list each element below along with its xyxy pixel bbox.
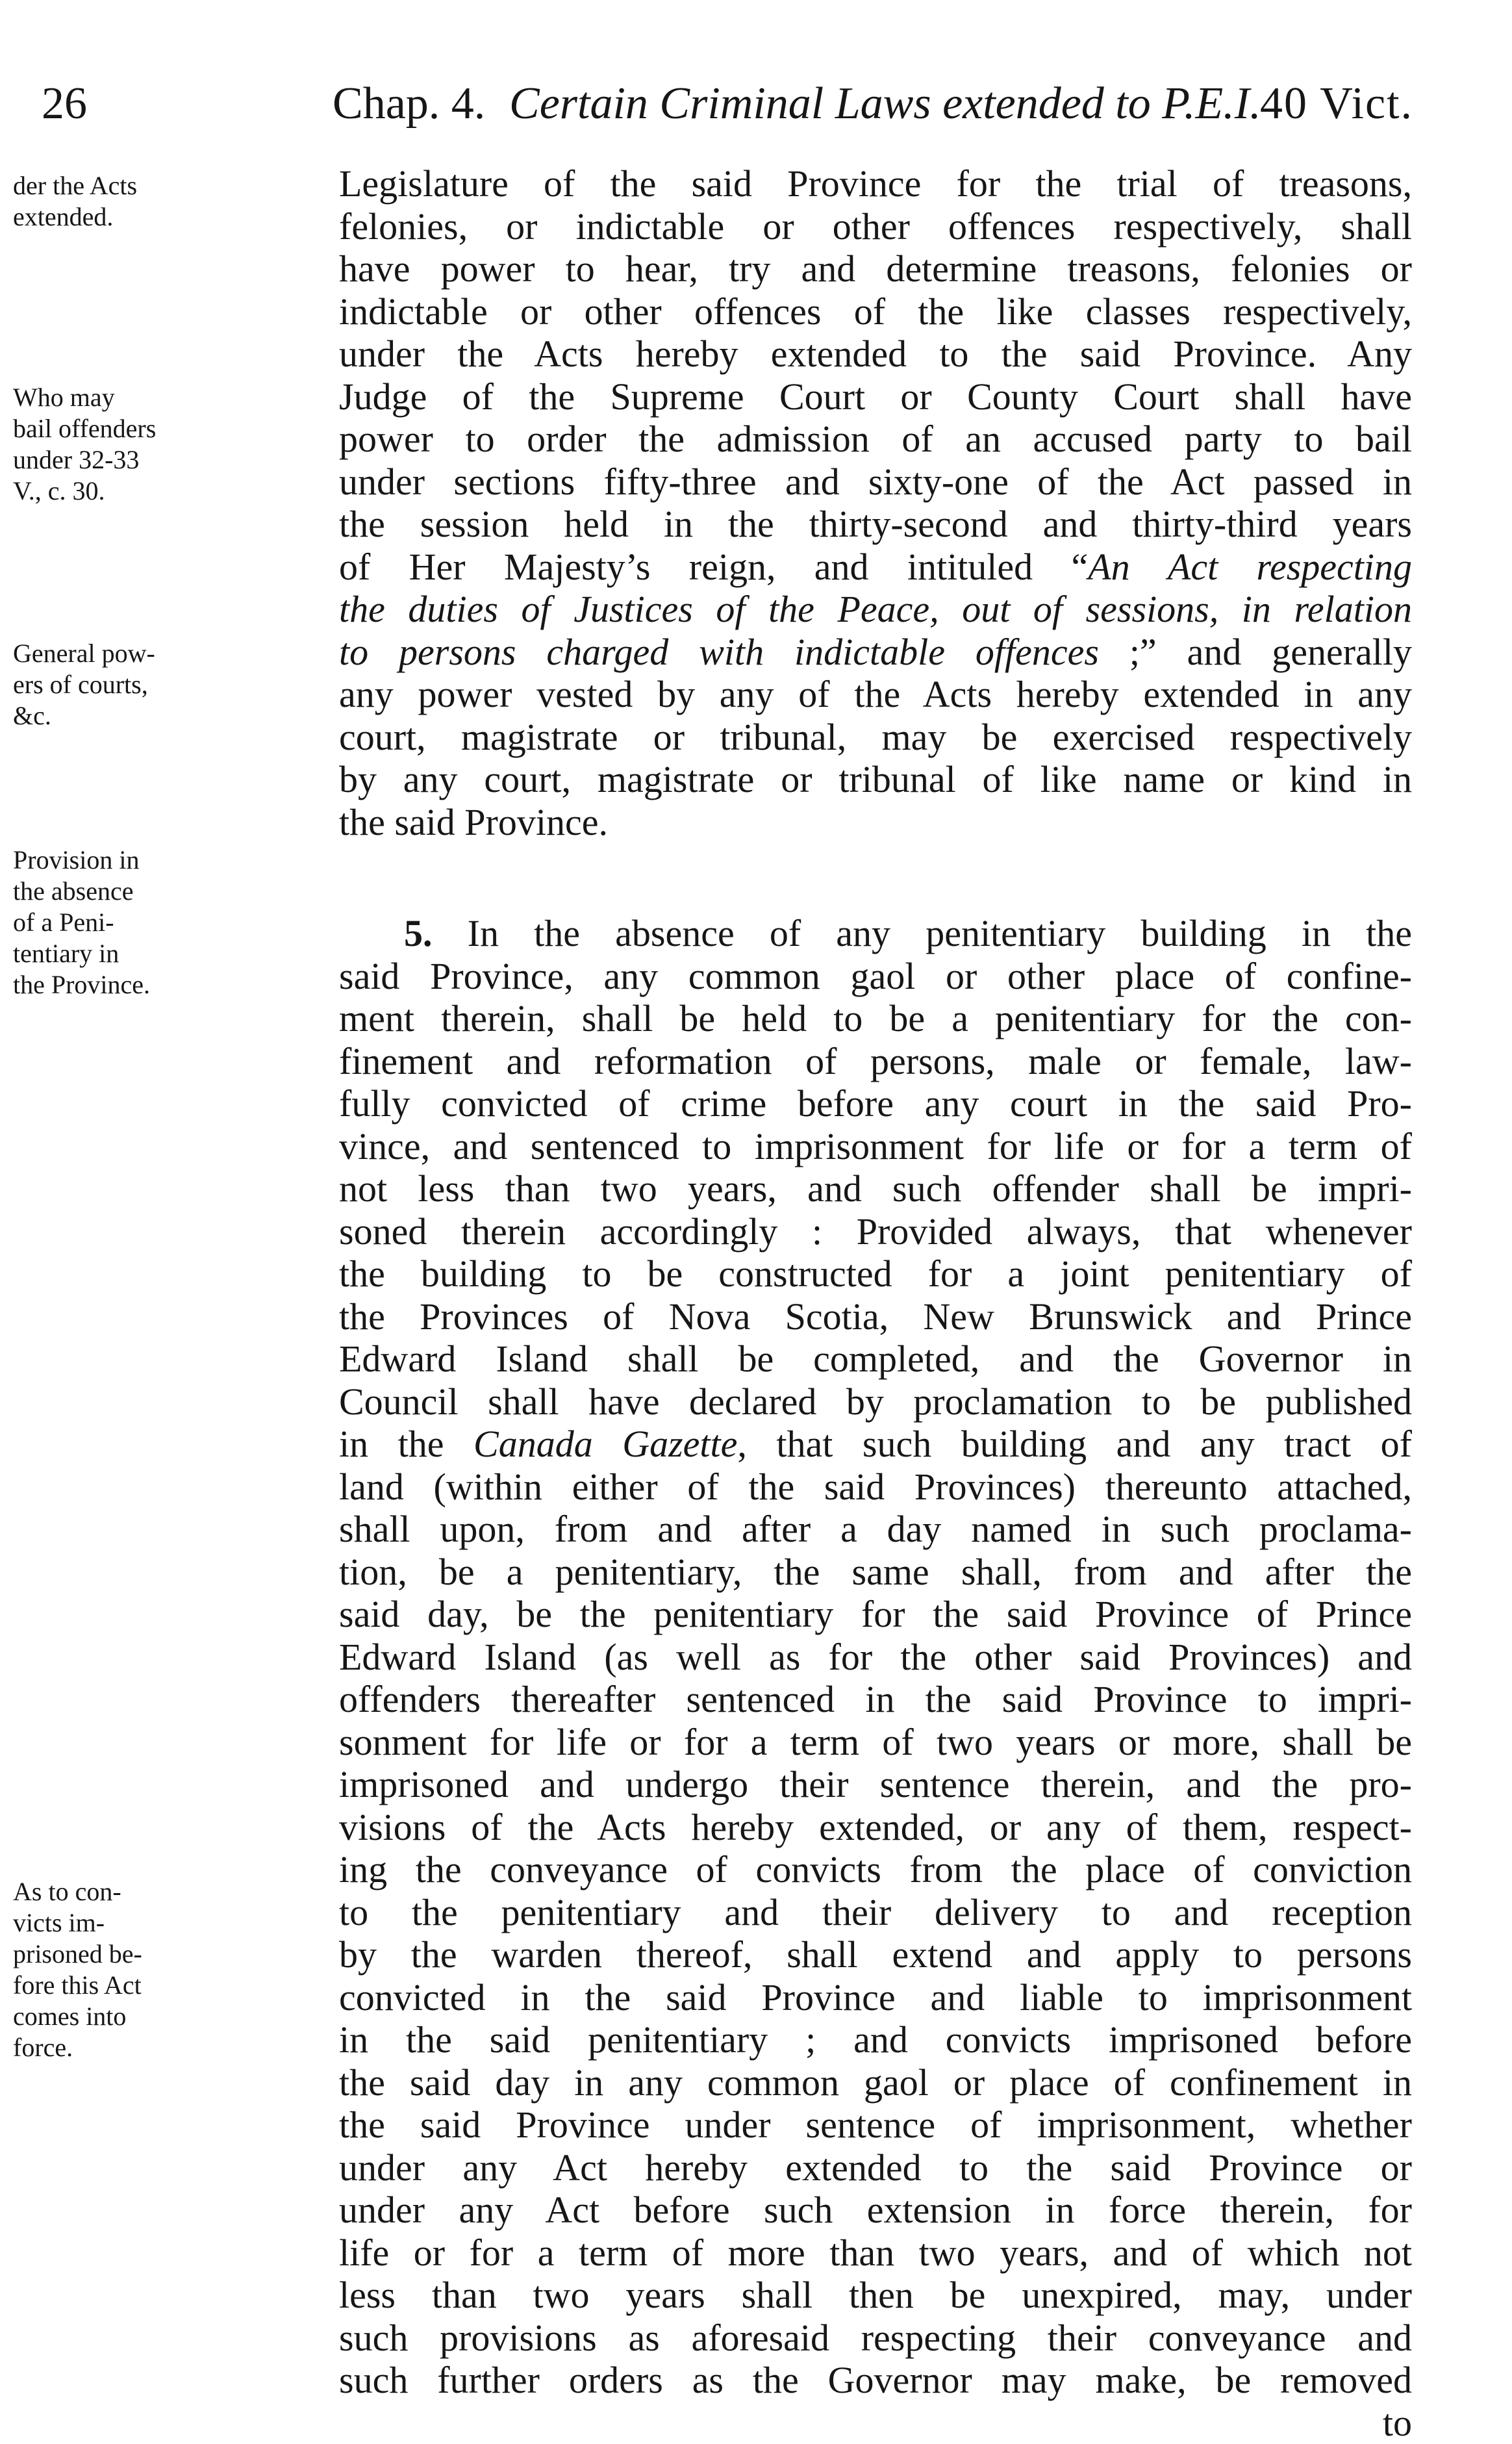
text-run: In the absence of any penitentiary building in the <box>433 912 1413 954</box>
margin-note-acts-extended <box>13 170 338 233</box>
margin-note-bail <box>13 382 338 507</box>
text-line: under any Act before such extension in force therein, for <box>339 2189 1412 2232</box>
margin-note-line: force. <box>13 2032 338 2063</box>
regnal-year: 40 Vict. <box>1260 75 1413 133</box>
margin-note-line: extended. <box>13 201 338 233</box>
text-line: said Province, any common gaol or other place of confine- <box>339 955 1412 998</box>
text-line: land (within either of the said Provinces) thereunto attached, <box>339 1466 1412 1508</box>
text-line: power to order the admission of an accused party to bail <box>339 418 1412 461</box>
text-line: sonment for life or for a term of two years or more, shall be <box>339 1721 1412 1764</box>
chapter-label: Chap. 4. <box>333 75 485 133</box>
text-line: have power to hear, try and determine treasons, felonies or <box>339 248 1412 290</box>
text-line: less than two years shall then be unexpired, may, under <box>339 2274 1412 2317</box>
text-line: vince, and sentenced to imprisonment for life or for a term of <box>339 1125 1412 1168</box>
paragraph-gap <box>339 843 1412 912</box>
text-line: life or for a term of more than two years, and of which not <box>339 2232 1412 2274</box>
text-line: any power vested by any of the Acts hereby extended in any <box>339 673 1412 716</box>
margin-note-general-powers <box>13 638 338 732</box>
running-title: Certain Criminal Laws extended to P.E.I. <box>509 75 1261 133</box>
text-line: by the warden thereof, shall extend and apply to persons <box>339 1933 1412 1976</box>
margin-note-penitentiary <box>13 845 338 1000</box>
margin-note-line: der the Acts <box>13 170 338 201</box>
section-number: 5. <box>404 912 433 954</box>
text-run: ;” and generally <box>1099 631 1412 673</box>
text-line <box>339 1423 1412 1466</box>
text-line: by any court, magistrate or tribunal of like name or kind in <box>339 758 1412 801</box>
text-line: under any Act hereby extended to the said Province or <box>339 2146 1412 2189</box>
act-title: to persons charged with indictable offences <box>339 631 1099 673</box>
text-line: in the said penitentiary ; and convicts imprisoned before <box>339 2018 1412 2061</box>
act-title: An Act respecting <box>1088 546 1412 588</box>
text-line <box>339 546 1412 589</box>
running-header <box>42 75 1392 133</box>
text-line: indictable or other offences of the like classes respectively, <box>339 290 1412 333</box>
text-run: , that such building and any tract of <box>737 1423 1412 1465</box>
margin-note-line: General pow- <box>13 638 338 669</box>
margin-note-line: tentiary in <box>13 938 338 969</box>
text-line: offenders thereafter sentenced in the said Province to impri- <box>339 1678 1412 1721</box>
text-line: the Provinces of Nova Scotia, New Brunswick and Prince <box>339 1295 1412 1338</box>
margin-note-line: the Province. <box>13 969 338 1000</box>
margin-note-line: Who may <box>13 382 338 413</box>
text-line: court, magistrate or tribunal, may be exercised respectively <box>339 716 1412 759</box>
text-line: ment therein, shall be held to be a penitentiary for the con- <box>339 997 1412 1040</box>
text-line: felonies, or indictable or other offences respectively, shall <box>339 205 1412 248</box>
text-line: Edward Island shall be completed, and the Governor in <box>339 1338 1412 1381</box>
text-line: the said day in any common gaol or place of confinement in <box>339 2061 1412 2104</box>
margin-note-convicts <box>13 1876 338 2063</box>
margin-note-line: Provision in <box>13 845 338 876</box>
text-line: shall upon, from and after a day named in such proclama- <box>339 1508 1412 1551</box>
gazette-title: Canada Gazette <box>473 1423 737 1465</box>
margin-note-line: As to con- <box>13 1876 338 1907</box>
margin-note-line: of a Peni- <box>13 907 338 938</box>
text-line: Judge of the Supreme Court or County Court shall have <box>339 376 1412 418</box>
text-line: Edward Island (as well as for the other said Provinces) and <box>339 1636 1412 1679</box>
margin-note-line: victs im- <box>13 1907 338 1939</box>
text-line <box>339 631 1412 674</box>
margin-note-line: prisoned be- <box>13 1939 338 1970</box>
margin-note-line: ers of courts, <box>13 669 338 700</box>
text-line: ing the conveyance of convicts from the place of conviction <box>339 1848 1412 1891</box>
margin-note-line: bail offenders <box>13 413 338 444</box>
text-line: under the Acts hereby extended to the said Province. Any <box>339 333 1412 376</box>
text-line: under sections fifty-three and sixty-one of the Act passed in <box>339 461 1412 503</box>
text-line: Council shall have declared by proclamation to be published <box>339 1381 1412 1423</box>
text-line <box>339 912 1412 955</box>
text-line: such provisions as aforesaid respecting their conveyance and <box>339 2317 1412 2360</box>
text-line: fully convicted of crime before any court in the said Pro- <box>339 1082 1412 1125</box>
text-line: the session held in the thirty-second and thirty-third years <box>339 503 1412 546</box>
text-line: to the penitentiary and their delivery to and reception <box>339 1891 1412 1934</box>
text-line: finement and reformation of persons, male or female, law- <box>339 1040 1412 1083</box>
margin-note-line: the absence <box>13 876 338 907</box>
act-title: the duties of Justices of the Peace, out of sessions, in relation <box>339 588 1412 630</box>
text-line: not less than two years, and such offender shall be impri- <box>339 1167 1412 1210</box>
text-line: the building to be constructed for a joint penitentiary of <box>339 1253 1412 1295</box>
catchword: to <box>339 2402 1412 2444</box>
text-line: tion, be a penitentiary, the same shall, from and after the <box>339 1551 1412 1594</box>
text-line <box>339 588 1412 631</box>
text-line: soned therein accordingly : Provided always, that whenever <box>339 1210 1412 1253</box>
text-run: of Her Majesty’s reign, and intituled “ <box>339 546 1088 588</box>
text-line: said day, be the penitentiary for the said Province of Prince <box>339 1593 1412 1636</box>
margin-note-line: comes into <box>13 2001 338 2032</box>
text-line: Legislature of the said Province for the trial of treasons, <box>339 162 1412 205</box>
margin-note-line: under 32-33 <box>13 444 338 476</box>
margin-note-line: V., c. 30. <box>13 476 338 507</box>
body-text <box>339 162 1412 2444</box>
text-line: convicted in the said Province and liable to imprisonment <box>339 1976 1412 2019</box>
text-run: in the <box>339 1423 473 1465</box>
text-line: imprisoned and undergo their sentence therein, and the pro- <box>339 1763 1412 1806</box>
text-line: the said Province under sentence of imprisonment, whether <box>339 2104 1412 2146</box>
text-line: the said Province. <box>339 801 1412 844</box>
text-line: such further orders as the Governor may make, be removed <box>339 2359 1412 2402</box>
margin-note-line: fore this Act <box>13 1970 338 2001</box>
margin-note-line: &c. <box>13 700 338 732</box>
text-line: visions of the Acts hereby extended, or any of them, respect- <box>339 1806 1412 1849</box>
page-number: 26 <box>42 75 87 133</box>
